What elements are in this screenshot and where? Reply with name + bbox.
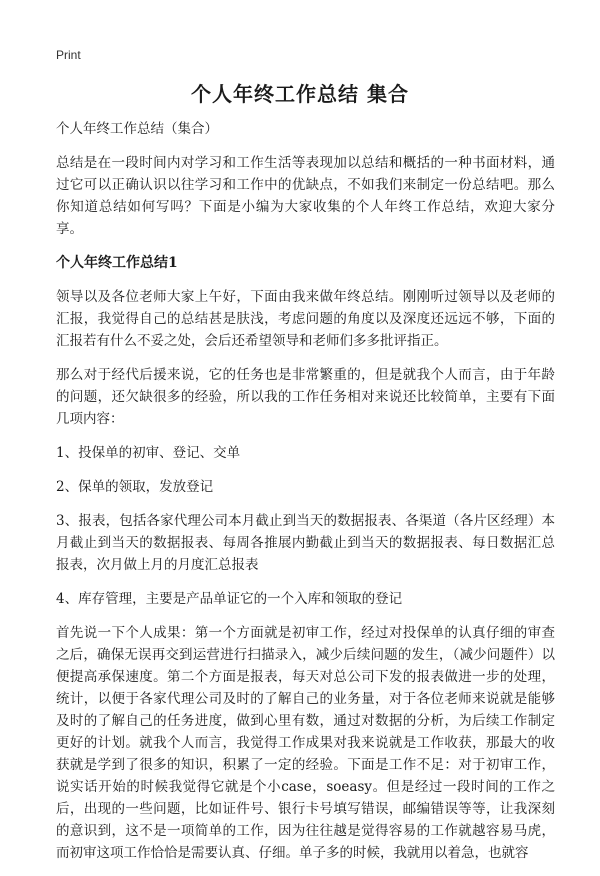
document-body bbox=[56, 118, 555, 876]
intro-paragraph: 总结是在一段时间内对学习和工作生活等表现加以总结和概括的一种书面材料，通过它可以正确认识以往学习和工作中的优缺点，不如我们来制定一份总结吧。那么你知道总结如何写吗？下面是小编为大家收集的个人年终工作总结，欢迎大家分享。 bbox=[56, 155, 555, 237]
document-title: 个人年终工作总结 集合 bbox=[191, 82, 409, 106]
list-item: 4、库存管理，主要是产品单证它的一个入库和领取的登记 bbox=[56, 591, 403, 607]
list-item: 2、保单的领取，发放登记 bbox=[56, 479, 214, 495]
print-link[interactable]: Print bbox=[56, 48, 81, 62]
list-item: 1、投保单的初审、登记、交单 bbox=[56, 445, 241, 461]
body-paragraph: 首先说一下个人成果：第一个方面就是初审工作，经过对投保单的认真仔细的审查之后，确保无误再交到运营进行扫描录入，减少后续问题的发生，（减少问题件）以便提高承保速度。第二个方面是报表，每天对总公司下发的报表做进一步的处理，统计，以便于各家代理公司及时的了解自己的业务量，对于各位老师来说就是能够及时的了解自己的任务进度，做到心里有数，通过对数据的分析，为后续工作制定更好的计划。就我个人而言，我觉得工作成果对我来说就是工作收获，那最大的收获就是学到了很多的知识，积累了一定的经验。下面是工作不足：对于初审工作，说实话开始的时候我觉得它就是个小case，soeasy。但是经过一段时间的工作之后，出现的一些问题，比如证件号、银行卡号填写错误，邮编错误等等，让我深刻的意识到，这不是一项简单的工作，因为往往越是觉得容易的工作就越容易马虎，而初审这项工作恰恰是需要认真、仔细。单子多的时候，我就用以着急，也就容 bbox=[56, 625, 555, 861]
section-heading: 个人年终工作总结1 bbox=[56, 255, 178, 271]
document-subtitle: 个人年终工作总结（集合） bbox=[56, 121, 218, 137]
body-paragraph: 那么对于经代后援来说，它的任务也是非常繁重的，但是就我个人而言，由于年龄的问题，还欠缺很多的经验，所以我的工作任务相对来说还比较简单，主要有下面几项内容： bbox=[56, 367, 555, 427]
list-item: 3、报表，包括各家代理公司本月截止到当天的数据报表、各渠道（各片区经理）本月截止到当天的数据报表、每周各推展内勤截止到当天的数据报表、每日数据汇总报表，次月做上月的月度汇总报表 bbox=[56, 513, 555, 573]
body-paragraph: 领导以及各位老师大家上午好，下面由我来做年终总结。刚刚听过领导以及老师的汇报，我觉得自己的总结甚是肤浅，考虑问题的角度以及深度还远远不够，下面的汇报若有什么不妥之处，会后还希望领导和老师们多多批评指正。 bbox=[56, 289, 555, 349]
